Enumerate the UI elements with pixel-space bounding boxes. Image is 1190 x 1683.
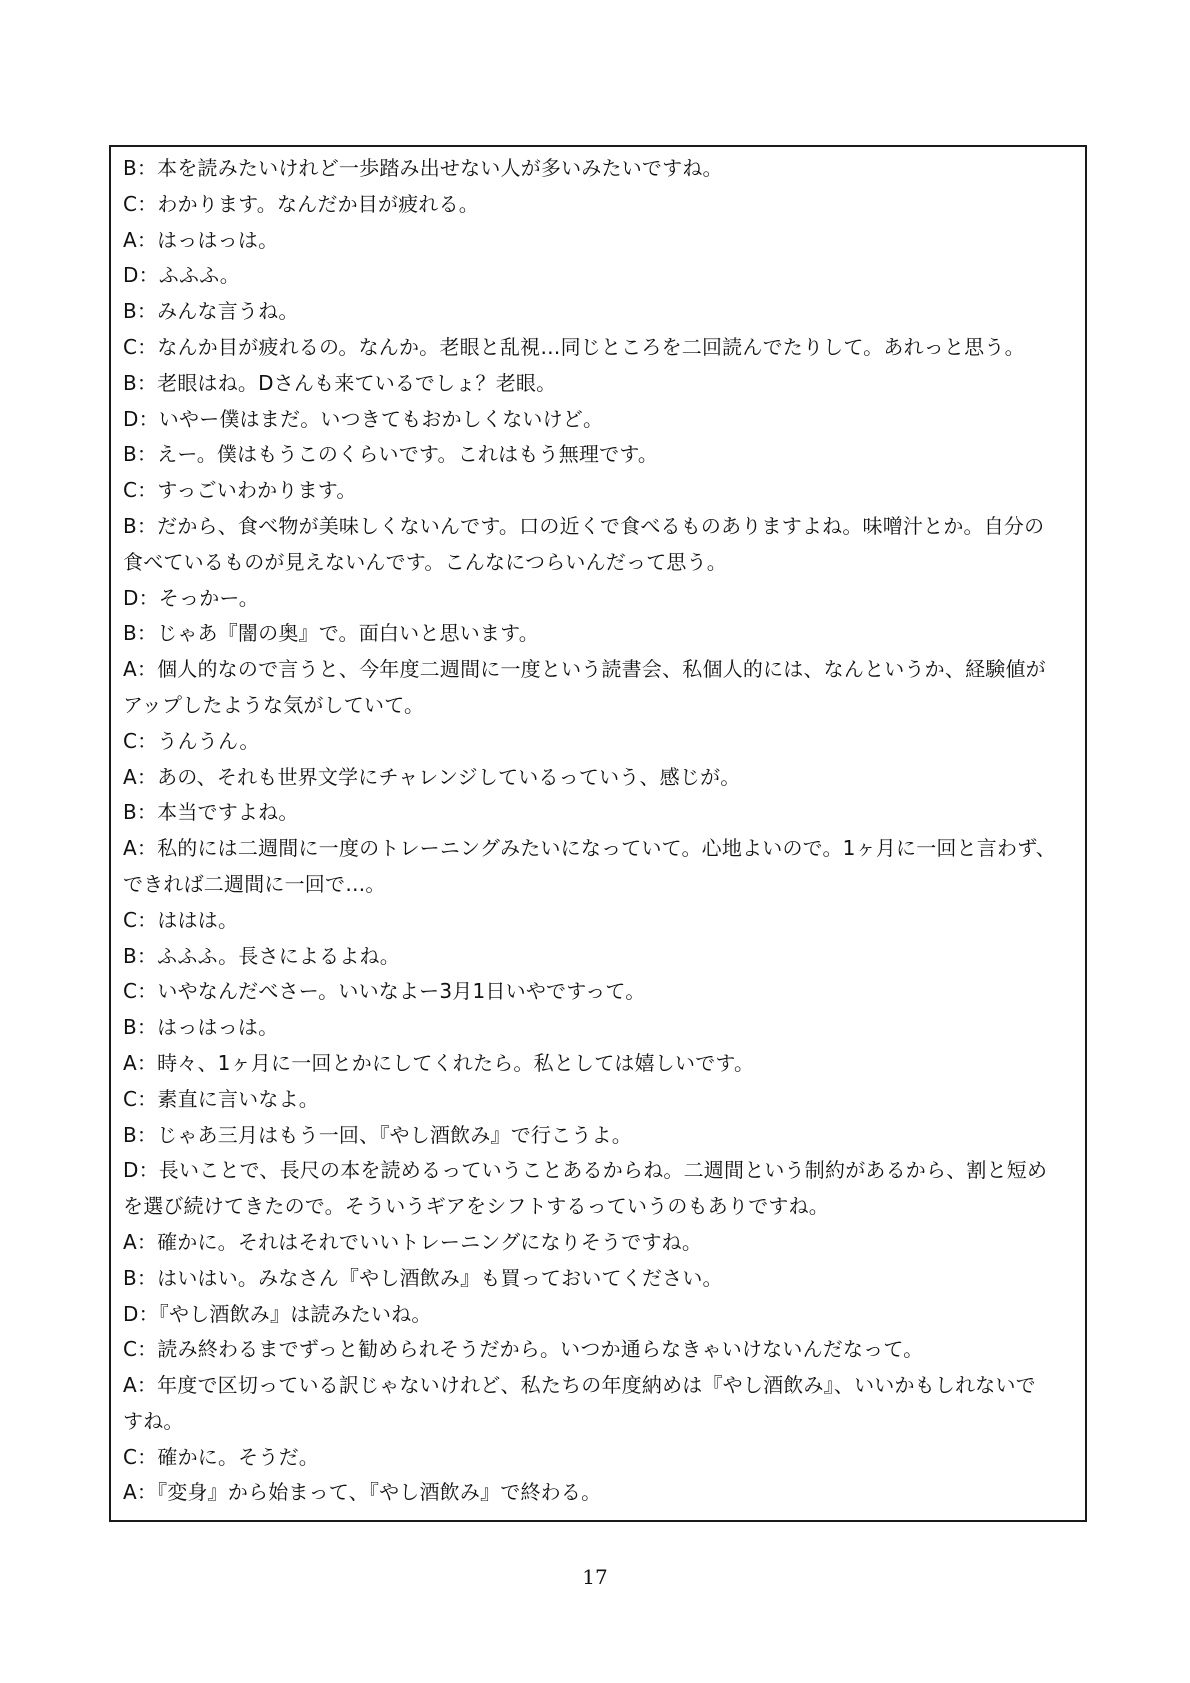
transcript-line: B：だから、食べ物が美味しくないんです。口の近くで食べるものありますよね。味噌汁とか。自分の [123,513,1045,538]
transcript-line: B：ふふふ。長さによるよね。 [123,943,400,968]
transcript-line-continuation: すね。 [123,1408,184,1433]
transcript-line: D：ふふふ。 [123,263,241,288]
transcript-line-continuation: 食べているものが見えないんです。こんなにつらいんだって思う。 [123,549,727,574]
transcript-line: C：いやなんだべさー。いいなよー3月1日いやですって。 [123,979,646,1004]
transcript-line: B：えー。僕はもうこのくらいです。これはもう無理です。 [123,442,659,467]
transcript-line: A：『変身』から始まって、『やし酒飲み』で終わる。 [123,1480,602,1505]
transcript-box [109,145,1087,1522]
transcript-line: D：長いことで、長尺の本を読めるっていうことあるからね。二週間という制約があるから、割と短め [123,1158,1048,1183]
transcript-line: B：はっはっは。 [123,1015,279,1040]
transcript-line: D：いやー僕はまだ。いつきてもおかしくないけど。 [123,406,604,431]
transcript-line: D：『やし酒飲み』は読みたいね。 [123,1301,432,1326]
page-number: 17 [582,1565,608,1589]
transcript-line: C：うんうん。 [123,728,260,753]
transcript-line: D：そっかー。 [123,585,260,610]
transcript-line: A：時々、1ヶ月に一回とかにしてくれたら。私としては嬉しいです。 [123,1050,755,1075]
transcript-line: C：ははは。 [123,907,239,932]
transcript-line: C：素直に言いなよ。 [123,1086,319,1111]
transcript-line: C：なんか目が疲れるの。なんか。老眼と乱視…同じところを二回読んでたりして。あれっと思う。 [123,334,1025,359]
transcript-line: B：本を読みたいけれど一歩踏み出せない人が多いみたいですね。 [123,156,723,180]
transcript-line: A：あの、それも世界文学にチャレンジしているっていう、感じが。 [123,764,741,789]
transcript-line: B：じゃあ三月はもう一回、『やし酒飲み』で行こうよ。 [123,1122,632,1147]
transcript-line-continuation: できれば二週間に一回で…。 [123,871,386,896]
transcript-line: A：年度で区切っている訳じゃないけれど、私たちの年度納めは『やし酒飲み』、いいかもしれないで [123,1373,1036,1398]
transcript-line: A：個人的なので言うと、今年度二週間に一度という読書会、私個人的には、なんというか、経験値が [123,657,1046,682]
transcript-line: C：すっごいわかります。 [123,478,357,503]
transcript-line: C：わかります。なんだか目が疲れる。 [123,191,479,216]
transcript-line: A：私的には二週間に一度のトレーニングみたいになっていて。心地よいので。1ヶ月に一回と言わず、 [123,836,1057,861]
transcript-line: A：はっはっは。 [123,227,279,252]
transcript-line: C：確かに。そうだ。 [123,1444,319,1469]
transcript-line: B：はいはい。みなさん『やし酒飲み』も買っておいてください。 [123,1265,723,1290]
transcript-line: B：老眼はね。Dさんも来ているでしょ？老眼。 [123,370,557,395]
transcript-line: B：じゃあ『闇の奥』で。面白いと思います。 [123,621,539,646]
transcript-line: C：読み終わるまでずっと勧められそうだから。いつか通らなきゃいけないんだなって。 [123,1337,924,1362]
transcript-line: A：確かに。それはそれでいいトレーニングになりそうですね。 [123,1229,703,1254]
transcript-line-continuation: を選び続けてきたので。そういうギアをシフトするっていうのもありですね。 [123,1194,829,1219]
transcript-line-continuation: アップしたような気がしていて。 [123,692,425,717]
transcript-line: B：本当ですよね。 [123,800,299,825]
transcript-line: B：みんな言うね。 [123,299,299,324]
